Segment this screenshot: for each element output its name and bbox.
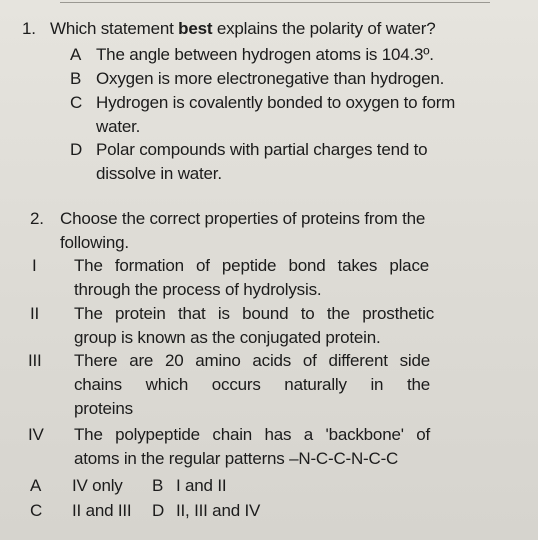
top-rule bbox=[60, 2, 490, 3]
q1-option-a-letter: A bbox=[70, 45, 82, 64]
q1-stem bbox=[50, 18, 436, 40]
q1-option-a-text: The angle between hydrogen atoms is 104.3º. bbox=[96, 45, 434, 64]
q2-statement-ii-line1: The protein that is bound to the prosthetic bbox=[74, 304, 434, 323]
q1-number: 1. bbox=[22, 19, 36, 38]
q2-statement-i-numeral: I bbox=[32, 256, 37, 275]
q2-statement-ii-numeral: II bbox=[30, 304, 40, 323]
q2-statement-iv-line1: The polypeptide chain has a 'backbone' of bbox=[74, 425, 430, 444]
q1-option-d-text-line1: Polar compounds with partial charges tend to bbox=[96, 140, 428, 159]
q1-option-d-letter: D bbox=[70, 140, 83, 159]
q2-stem-line2: following. bbox=[60, 233, 129, 252]
q1-option-c-text-line1: Hydrogen is covalently bonded to oxygen to form bbox=[96, 93, 456, 112]
q2-statement-i-line1: The formation of peptide bond takes place bbox=[74, 256, 429, 275]
q2-number: 2. bbox=[30, 209, 44, 228]
q2-statement-iii-numeral: III bbox=[28, 351, 42, 370]
q1-option-b-text: Oxygen is more electronegative than hydrogen. bbox=[96, 69, 445, 88]
q2-statement-iii-line1: There are 20 amino acids of different side bbox=[74, 351, 430, 370]
q2-statement-iii-line2: chains which occurs naturally in the bbox=[74, 375, 430, 394]
q2-answer-b-letter: B bbox=[152, 476, 164, 495]
q2-statement-iii-line3: proteins bbox=[74, 399, 133, 418]
q1-option-c-letter: C bbox=[70, 93, 83, 112]
q2-statement-ii-line2: group is known as the conjugated protein. bbox=[74, 328, 381, 347]
q2-answer-a-letter: A bbox=[30, 476, 42, 495]
q2-answer-c-letter: C bbox=[30, 501, 43, 520]
q2-stem-line1: Choose the correct properties of proteins from the bbox=[60, 209, 426, 228]
q2-answer-a-text: IV only bbox=[72, 476, 123, 495]
q2-answer-d-text: II, III and IV bbox=[176, 501, 261, 520]
q2-answer-d-letter: D bbox=[152, 501, 165, 520]
q2-statement-i-line2: through the process of hydrolysis. bbox=[74, 280, 322, 299]
q1-option-d-text-line2: dissolve in water. bbox=[96, 164, 222, 183]
q2-answer-c-text: II and III bbox=[72, 501, 132, 520]
q2-statement-iv-numeral: IV bbox=[28, 425, 44, 444]
q2-statement-iv-line2: atoms in the regular patterns –N-C-C-N-C-C bbox=[74, 449, 399, 468]
q1-option-b-letter: B bbox=[70, 69, 82, 88]
q1-stem-after: explains the polarity of water? bbox=[212, 19, 436, 38]
q2-answer-b-text: I and II bbox=[176, 476, 227, 495]
q1-option-c-text-line2: water. bbox=[96, 117, 141, 136]
q1-stem-bold: best bbox=[178, 19, 213, 38]
q1-stem-before: Which statement bbox=[50, 19, 179, 38]
